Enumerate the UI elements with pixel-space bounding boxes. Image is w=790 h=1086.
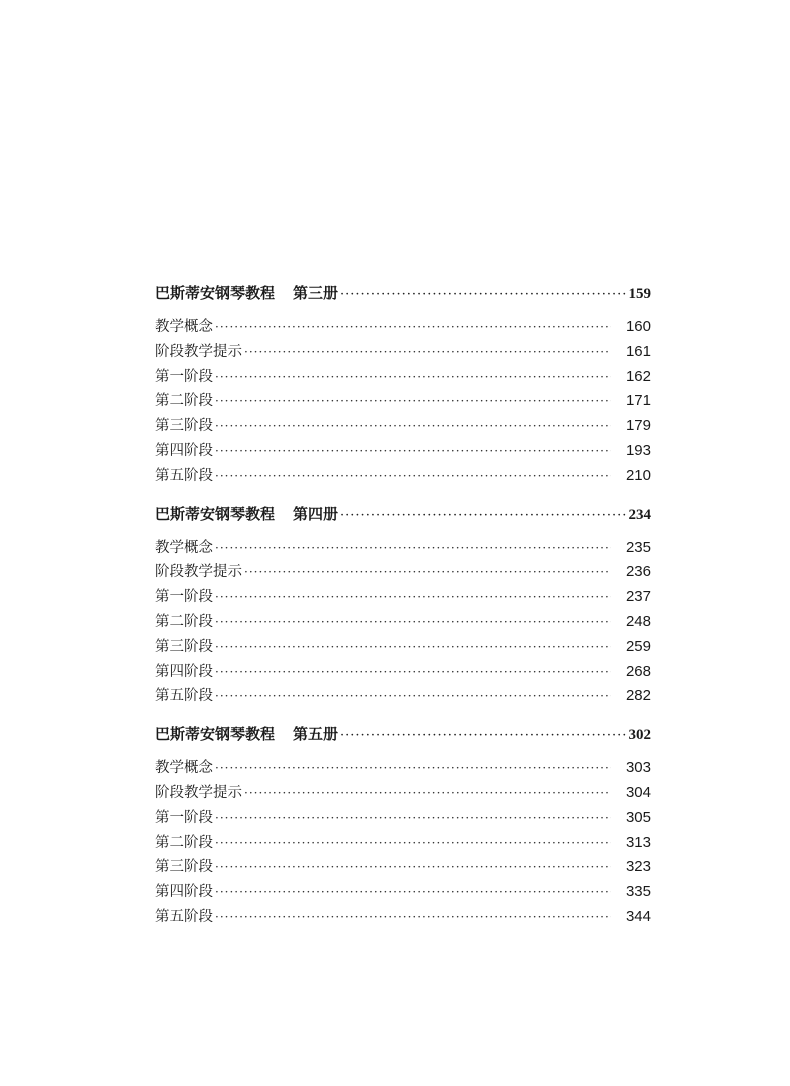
dot-leader xyxy=(215,315,611,340)
entry-page-number: 179 xyxy=(625,417,651,435)
toc-entry[interactable] xyxy=(155,855,651,880)
dot-leader xyxy=(244,560,611,585)
entry-label: 第三阶段 xyxy=(155,638,213,655)
entry-label: 第五阶段 xyxy=(155,467,213,484)
dot-leader xyxy=(215,831,611,856)
section-title: 巴斯蒂安钢琴教程 第三册 xyxy=(155,284,339,302)
section-page-number: 159 xyxy=(628,286,651,302)
toc-entry[interactable] xyxy=(155,781,651,806)
toc-section xyxy=(155,281,651,489)
entry-label: 第四阶段 xyxy=(155,663,213,680)
entry-label: 第二阶段 xyxy=(155,393,213,410)
section-heading[interactable] xyxy=(155,722,651,746)
entry-page-number: 323 xyxy=(625,858,651,876)
entry-label: 第五阶段 xyxy=(155,908,213,925)
entry-label: 第四阶段 xyxy=(155,442,213,459)
dot-leader xyxy=(244,781,611,806)
toc-entry[interactable] xyxy=(155,340,651,365)
entry-label: 第五阶段 xyxy=(155,688,213,705)
toc-entry[interactable] xyxy=(155,585,651,610)
dot-leader xyxy=(215,635,611,660)
entry-label: 阶段教学提示 xyxy=(155,784,242,801)
entry-label: 教学概念 xyxy=(155,319,213,335)
section-heading[interactable] xyxy=(155,502,651,526)
entry-label: 第二阶段 xyxy=(155,613,213,630)
dot-leader xyxy=(215,806,611,831)
dot-leader xyxy=(215,389,611,414)
entry-page-number: 335 xyxy=(625,883,651,901)
entry-page-number: 305 xyxy=(625,808,651,826)
entry-page-number: 313 xyxy=(625,833,651,851)
dot-leader xyxy=(215,905,611,930)
dot-leader xyxy=(215,464,611,489)
toc-entry[interactable] xyxy=(155,880,651,905)
dot-leader xyxy=(215,660,611,685)
toc-entry[interactable] xyxy=(155,414,651,439)
dot-leader xyxy=(215,684,611,709)
toc-entry[interactable] xyxy=(155,389,651,414)
dot-leader xyxy=(244,340,611,365)
dot-leader xyxy=(215,365,611,390)
section-title: 巴斯蒂安钢琴教程 第五册 xyxy=(155,725,339,744)
section-page-number: 302 xyxy=(628,727,651,744)
entry-page-number: 248 xyxy=(625,612,651,630)
section-heading[interactable] xyxy=(155,281,651,305)
dot-leader xyxy=(215,880,611,905)
toc-entry[interactable] xyxy=(155,831,651,856)
section-volume: 第三册 xyxy=(293,284,339,302)
entry-page-number: 282 xyxy=(625,687,651,705)
dot-leader xyxy=(340,283,627,307)
dot-leader xyxy=(215,536,611,561)
toc-entry[interactable] xyxy=(155,756,651,781)
entry-page-number: 304 xyxy=(625,783,651,801)
dot-leader xyxy=(340,504,627,528)
dot-leader xyxy=(215,439,611,464)
toc-entry[interactable] xyxy=(155,806,651,831)
toc-entry[interactable] xyxy=(155,439,651,464)
entry-label: 第三阶段 xyxy=(155,418,213,435)
toc-entry[interactable] xyxy=(155,536,651,561)
entry-label: 教学概念 xyxy=(155,760,213,777)
entry-page-number: 210 xyxy=(625,466,651,484)
entry-page-number: 303 xyxy=(625,759,651,777)
toc-entry[interactable] xyxy=(155,660,651,685)
entry-page-number: 193 xyxy=(625,441,651,459)
toc-entry[interactable] xyxy=(155,365,651,390)
section-page-number: 234 xyxy=(628,506,651,523)
section-volume: 第四册 xyxy=(293,504,339,523)
entry-label: 教学概念 xyxy=(155,539,213,556)
dot-leader xyxy=(215,414,611,439)
table-of-contents xyxy=(155,281,651,943)
section-title: 巴斯蒂安钢琴教程 第四册 xyxy=(155,504,339,523)
entry-page-number: 237 xyxy=(625,588,651,606)
toc-entry[interactable] xyxy=(155,905,651,930)
dot-leader xyxy=(215,585,611,610)
entry-label: 第一阶段 xyxy=(155,368,213,385)
dot-leader xyxy=(215,855,611,880)
section-volume: 第五册 xyxy=(293,725,339,744)
entry-label: 阶段教学提示 xyxy=(155,564,242,581)
entry-label: 第四阶段 xyxy=(155,884,213,901)
entry-page-number: 259 xyxy=(625,637,651,655)
dot-leader xyxy=(215,756,611,781)
toc-entry[interactable] xyxy=(155,315,651,340)
entry-page-number: 171 xyxy=(625,392,651,410)
toc-entry[interactable] xyxy=(155,464,651,489)
toc-entry[interactable] xyxy=(155,610,651,635)
entry-page-number: 160 xyxy=(625,318,651,335)
entry-page-number: 162 xyxy=(625,367,651,385)
toc-entry[interactable] xyxy=(155,560,651,585)
entry-label: 第二阶段 xyxy=(155,834,213,851)
entry-label: 阶段教学提示 xyxy=(155,343,242,360)
toc-section xyxy=(155,502,651,710)
toc-entry[interactable] xyxy=(155,635,651,660)
dot-leader xyxy=(215,610,611,635)
toc-section xyxy=(155,722,651,930)
toc-entry[interactable] xyxy=(155,684,651,709)
entry-page-number: 344 xyxy=(625,907,651,925)
entry-page-number: 235 xyxy=(625,538,651,556)
entry-page-number: 236 xyxy=(625,563,651,581)
dot-leader xyxy=(340,724,627,748)
entry-label: 第一阶段 xyxy=(155,809,213,826)
entry-page-number: 268 xyxy=(625,662,651,680)
entry-label: 第一阶段 xyxy=(155,589,213,606)
entry-page-number: 161 xyxy=(625,342,651,360)
entry-label: 第三阶段 xyxy=(155,859,213,876)
